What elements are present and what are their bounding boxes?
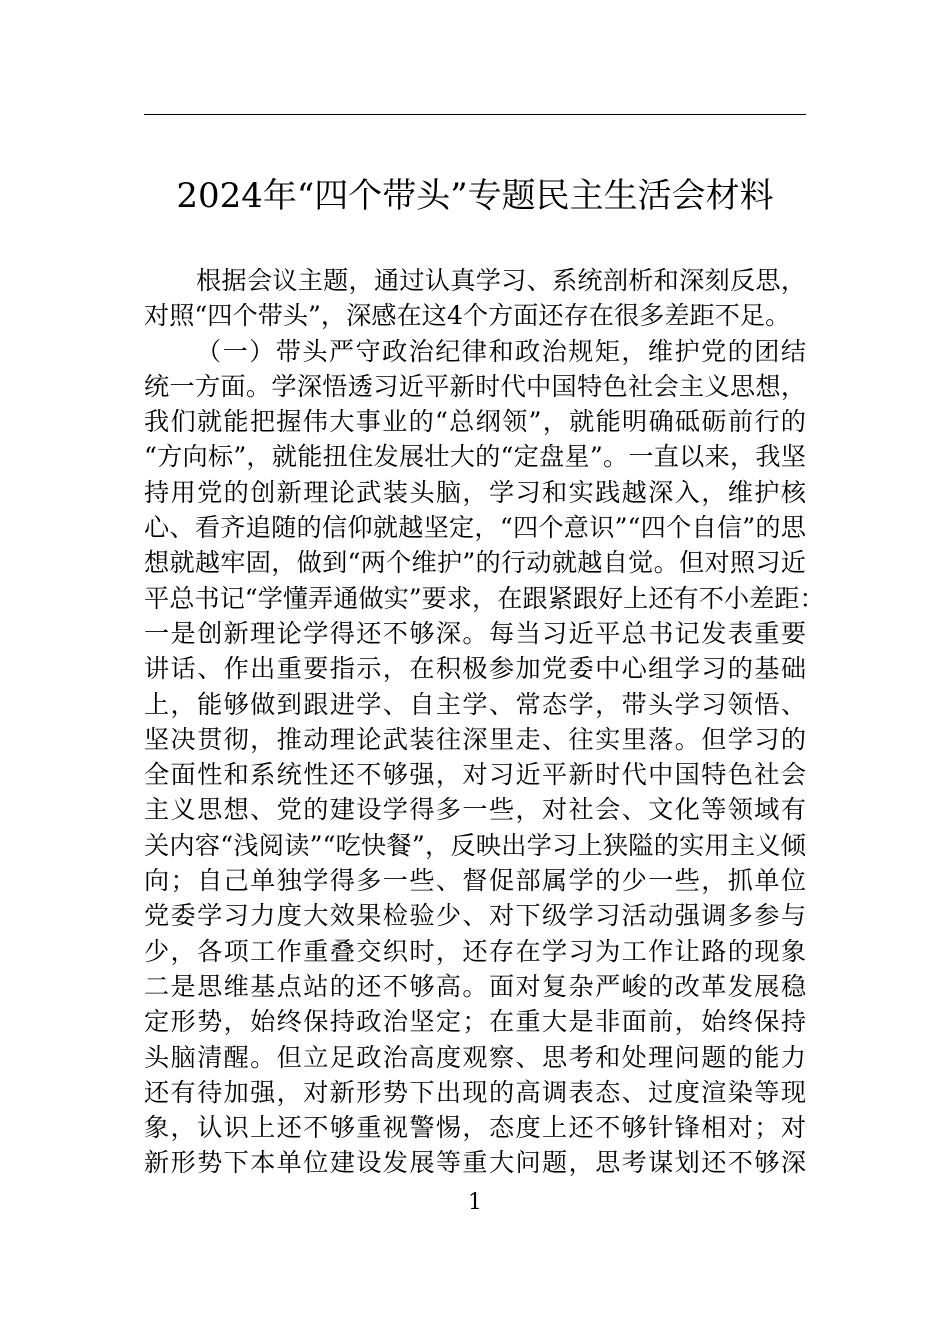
body-line: 新形势下本单位建设发展等重大问题，思考谋划还不够深 (144, 1148, 806, 1178)
body-line: （一）带头严守政治纪律和政治规矩，维护党的团结 (196, 336, 806, 366)
body-line: 想就越牢固，做到“两个维护”的行动就越自觉。但对照习近 (144, 548, 806, 578)
document-title: 2024年“四个带头”专题民主生活会材料 (176, 176, 774, 216)
body-line: 心、看齐追随的信仰就越坚定，“四个意识”“四个自信”的思 (144, 513, 806, 543)
body-line: 二是思维基点站的还不够高。面对复杂严峻的改革发展稳 (144, 971, 806, 1001)
body-line: 象，认识上还不够重视警惕，态度上还不够针锋相对；对 (144, 1113, 806, 1143)
body-line: 还有待加强，对新形势下出现的高调表态、过度渲染等现 (144, 1077, 806, 1107)
document-body (144, 263, 825, 1181)
body-line: 对照“四个带头”，深感在这4个方面还存在很多差距不足。 (144, 301, 791, 331)
body-line: 根据会议主题，通过认真学习、系统剖析和深刻反思， (196, 266, 806, 295)
body-line: “方向标”，就能扭住发展壮大的“定盘星”。一直以来，我坚 (144, 442, 806, 472)
body-line: 坚决贯彻，推动理论武装往深里走、往实里落。但学习的 (144, 724, 806, 754)
header-rule (144, 114, 806, 115)
body-line: 党委学习力度大效果检验少、对下级学习活动强调多参与 (144, 901, 806, 931)
body-line: 平总书记“学懂弄通做实”要求，在跟紧跟好上还有不小差距： (144, 583, 825, 613)
body-line: 头脑清醒。但立足政治高度观察、思考和处理问题的能力 (144, 1042, 806, 1072)
body-line: 关内容“浅阅读”“吃快餐”，反映出学习上狭隘的实用主义倾 (144, 830, 806, 860)
body-line: 讲话、作出重要指示，在积极参加党委中心组学习的基础 (144, 654, 806, 684)
body-line: 持用党的创新理论武装头脑，学习和实践越深入，维护核 (144, 477, 806, 507)
body-line: 少，各项工作重叠交织时，还存在学习为工作让路的现象 (144, 936, 806, 966)
body-line: 定形势，始终保持政治坚定；在重大是非面前，始终保持 (144, 1007, 806, 1037)
body-line: 一是创新理论学得还不够深。每当习近平总书记发表重要 (144, 618, 806, 648)
body-line: 上，能够做到跟进学、自主学、常态学，带头学习领悟、 (144, 689, 806, 719)
body-line: 统一方面。学深悟透习近平新时代中国特色社会主义思想， (144, 371, 806, 401)
body-line: 我们就能把握伟大事业的“总纲领”，就能明确砥砺前行的 (144, 407, 806, 437)
body-line: 全面性和系统性还不够强，对习近平新时代中国特色社会 (144, 760, 806, 790)
body-line: 向；自己单独学得多一些、督促部属学的少一些，抓单位 (144, 866, 806, 896)
page-number: 1 (468, 1190, 482, 1215)
body-line: 主义思想、党的建设学得多一些，对社会、文化等领域有 (144, 795, 806, 825)
